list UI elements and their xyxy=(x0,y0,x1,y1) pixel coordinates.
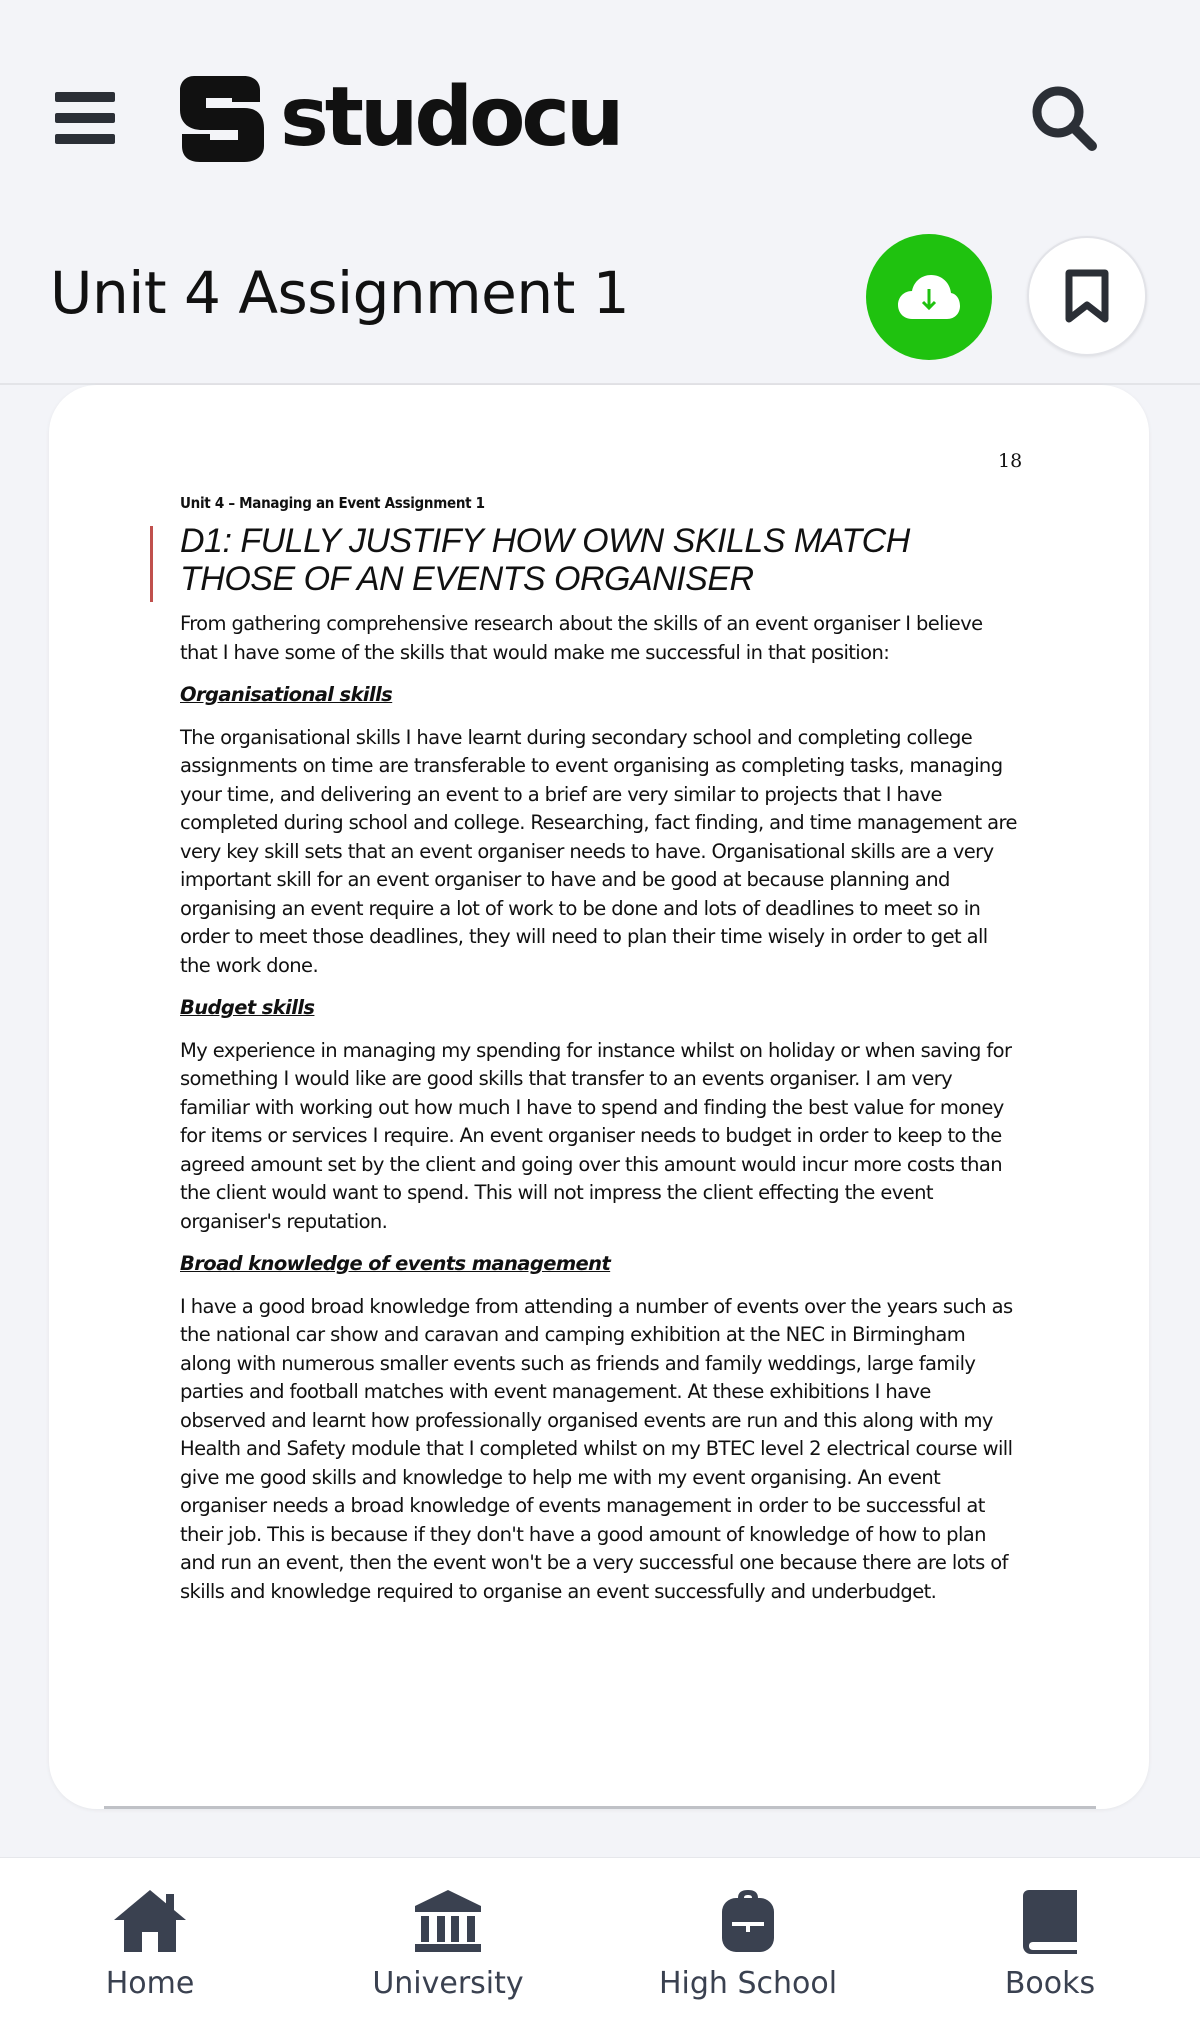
page-edge-line xyxy=(104,1806,1096,1809)
nav-item-high-school[interactable] xyxy=(648,1888,848,2001)
top-bar xyxy=(0,0,1200,235)
bookmark-icon xyxy=(1065,269,1109,323)
hamburger-menu-icon[interactable] xyxy=(55,92,115,144)
subheading-broad-knowledge: Broad knowledge of events management xyxy=(180,1252,611,1275)
heading-d1 xyxy=(180,522,1020,598)
nav-item-books[interactable] xyxy=(950,1888,1150,2001)
studocu-logo-mark-icon xyxy=(172,68,272,168)
download-button[interactable] xyxy=(866,234,992,360)
page-number: 18 xyxy=(998,450,1023,472)
paragraph-budget-skills: My experience in managing my spending for instance whilst on holiday or when saving for something I would like are good skills that transfer to an events organiser. I am very familiar with working out how much I have to spend and finding the best value for money for items or services I require. An event organiser needs to budget in order to keep to the agreed amount set by the client and going over this amount would incur more costs than the client would want to spend. This will not impress the client effecting the event organiser's reputation. xyxy=(180,1038,1012,1233)
home-icon xyxy=(112,1888,188,1954)
paragraph-organisational-skills: The organisational skills I have learnt during secondary school and completing college assignments on time are transferable to event organising as completing tasks, managing your time, and delivering an event to a brief are very similar to projects that I have completed during school and college. Researching, fact finding, and time management are very key skill sets that an event organiser needs to have. Organisational skills are a very important skill for an event organiser to have and be good at because planning and organising an event require a lot of work to be done and lots of deadlines to meet so in order to meet those deadlines, they will need to plan their time wisely in order to get all the work done. xyxy=(180,725,1017,977)
save-bookmark-button[interactable] xyxy=(1027,236,1147,356)
document-title: Unit 4 Assignment 1 xyxy=(50,259,630,327)
intro-paragraph: From gathering comprehensive research about the skills of an event organiser I believe that I have some of the skills that would make me successful in that position: xyxy=(180,612,983,664)
bottom-navigation xyxy=(0,1857,1200,2040)
subheading-budget-skills: Budget skills xyxy=(180,996,315,1019)
heading-accent-bar xyxy=(150,526,153,602)
brand-name: studocu xyxy=(280,70,621,165)
studocu-logo[interactable] xyxy=(172,68,620,168)
nav-label-books: Books xyxy=(1004,1966,1096,2001)
backpack-icon xyxy=(718,1888,778,1954)
book-icon xyxy=(1021,1888,1079,1954)
cloud-download-icon xyxy=(896,273,962,321)
search-icon[interactable] xyxy=(1028,82,1100,154)
nav-label-high-school: High School xyxy=(658,1966,838,2001)
nav-item-home[interactable] xyxy=(50,1888,250,2001)
paragraph-broad-knowledge: I have a good broad knowledge from attending a number of events over the years such as the national car show and caravan and camping exhibition at the NEC in Birmingham along with numerous smaller events such as friends and family weddings, large family parties and football matches with event management. At these exhibitions I have observed and learnt how professionally organised events are run and this along with my Health and Safety module that I completed whilst on my BTEC level 2 electrical course will give me good skills and knowledge to help me with my event organising. An event organiser needs a broad knowledge of events management in order to be successful at their job. This is because if they don't have a good amount of knowledge of how to plan and run an event, then the event won't be a very successful one because there are lots of skills and knowledge required to organise an event successfully and underbudget. xyxy=(180,1294,1013,1603)
university-icon xyxy=(413,1888,483,1954)
nav-item-university[interactable] xyxy=(348,1888,548,2001)
section-heading xyxy=(180,522,1020,598)
nav-label-home: Home xyxy=(105,1966,195,2001)
page-header: Unit 4 – Managing an Event Assignment 1 xyxy=(180,494,485,512)
document-content xyxy=(180,494,1020,1618)
heading-line-1: D1: FULLY JUSTIFY HOW OWN SKILLS MATCH xyxy=(180,522,910,560)
subheading-organisational-skills: Organisational skills xyxy=(180,683,393,706)
heading-line-2: THOSE OF AN EVENTS ORGANISER xyxy=(180,560,754,598)
nav-label-university: University xyxy=(372,1966,524,2001)
